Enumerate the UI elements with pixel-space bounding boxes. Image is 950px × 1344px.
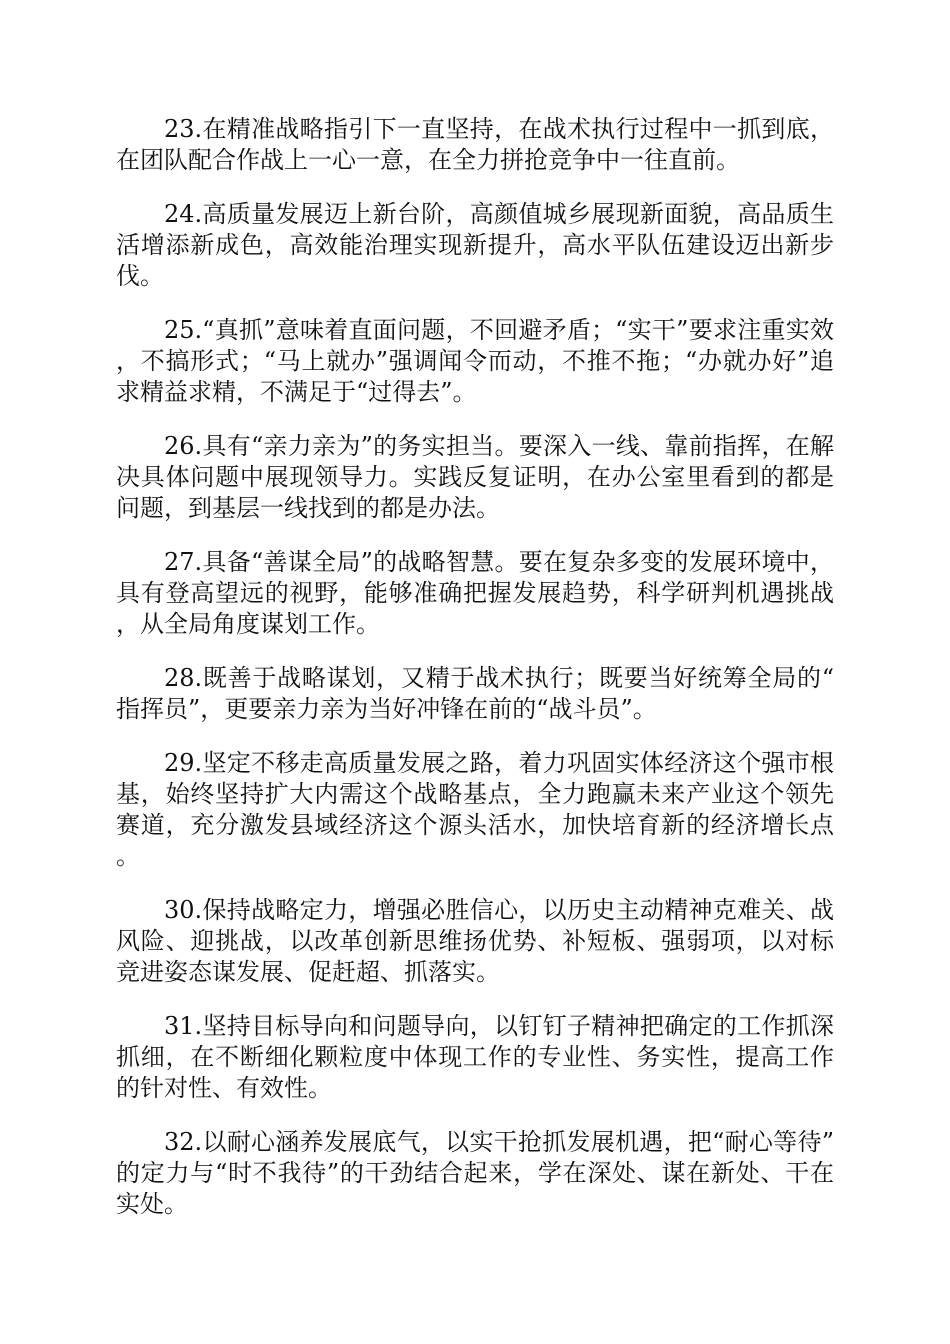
paragraph-number: 26. xyxy=(164,432,203,460)
paragraph-text: 坚持目标导向和问题导向，以钉钉子精神把确定的工作抓深抓细，在不断细化颗粒度中体现工作的专业性、务实性，提高工作的针对性、有效性。 xyxy=(116,1012,834,1102)
paragraph-text: 坚定不移走高质量发展之路，着力巩固实体经济这个强市根基，始终坚持扩大内需这个战略基点，全力跑赢未来产业这个领先赛道，充分激发县域经济这个源头活水，加快培育新的经济增长点。 xyxy=(116,749,834,870)
paragraph-number: 29. xyxy=(164,749,203,777)
paragraph-number: 23. xyxy=(164,115,203,143)
paragraph-31 xyxy=(116,1011,834,1104)
paragraph-text: “真抓”意味着直面问题，不回避矛盾；“实干”要求注重实效，不搞形式；“马上就办”强调闻令而动，不推不拖；“办就办好”追求精益求精，不满足于“过得去”。 xyxy=(116,316,834,406)
paragraph-number: 32. xyxy=(164,1128,203,1156)
paragraph-text: 以耐心涵养发展底气，以实干抢抓发展机遇，把“耐心等待”的定力与“时不我待”的干劲结合起来，学在深处、谋在新处、干在实处。 xyxy=(116,1128,834,1218)
paragraph-28 xyxy=(116,663,834,725)
paragraph-text: 保持战略定力，增强必胜信心，以历史主动精神克难关、战风险、迎挑战，以改革创新思维扬优势、补短板、强弱项，以对标竞进姿态谋发展、促赶超、抓落实。 xyxy=(116,896,834,986)
paragraph-32 xyxy=(116,1127,834,1220)
paragraph-27 xyxy=(116,547,834,640)
paragraph-text: 具有“亲力亲为”的务实担当。要深入一线、靠前指挥，在解决具体问题中展现领导力。实践反复证明，在办公室里看到的都是问题，到基层一线找到的都是办法。 xyxy=(116,432,834,522)
paragraph-30 xyxy=(116,895,834,988)
paragraph-number: 31. xyxy=(164,1012,203,1040)
paragraph-29 xyxy=(116,748,834,872)
paragraph-25 xyxy=(116,315,834,408)
paragraph-text: 在精准战略指引下一直坚持，在战术执行过程中一抓到底，在团队配合作战上一心一意，在全力拼抢竞争中一往直前。 xyxy=(116,115,834,174)
paragraph-number: 24. xyxy=(164,200,203,228)
paragraph-number: 28. xyxy=(164,664,203,692)
paragraph-number: 30. xyxy=(164,896,203,924)
paragraph-number: 25. xyxy=(164,316,203,344)
paragraph-text: 既善于战略谋划，又精于战术执行；既要当好统筹全局的“指挥员”，更要亲力亲为当好冲锋在前的“战斗员”。 xyxy=(116,664,834,723)
paragraph-24 xyxy=(116,199,834,292)
paragraph-number: 27. xyxy=(164,548,203,576)
paragraph-text: 具备“善谋全局”的战略智慧。要在复杂多变的发展环境中，具有登高望远的视野，能够准确把握发展趋势，科学研判机遇挑战，从全局角度谋划工作。 xyxy=(116,548,834,638)
paragraph-text: 高质量发展迈上新台阶，高颜值城乡展现新面貌，高品质生活增添新成色，高效能治理实现新提升，高水平队伍建设迈出新步伐。 xyxy=(116,200,834,290)
paragraph-23 xyxy=(116,114,834,176)
paragraph-26 xyxy=(116,431,834,524)
document-body xyxy=(116,114,834,1243)
